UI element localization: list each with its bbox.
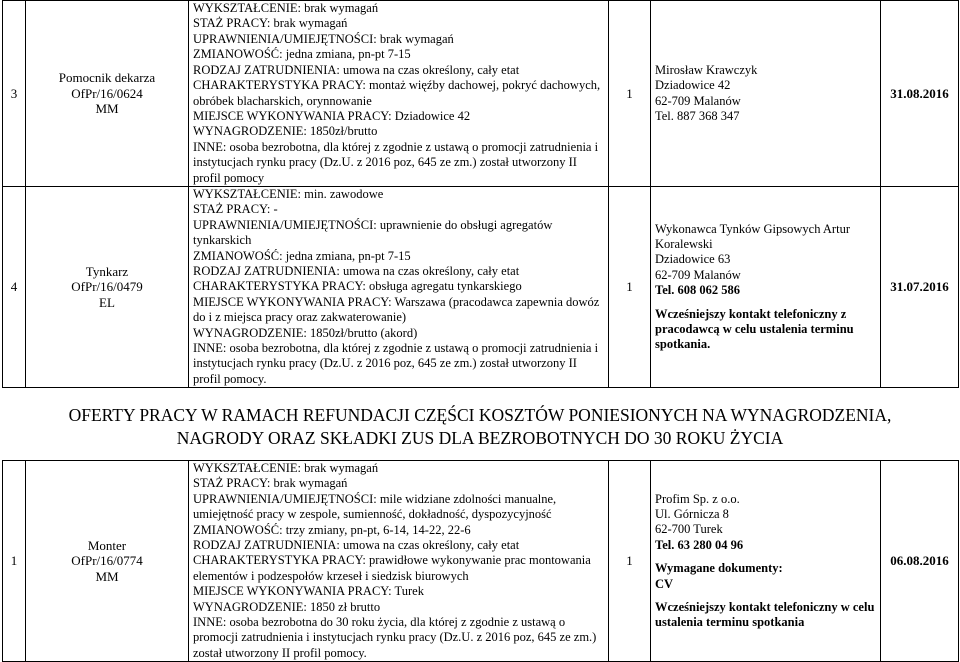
position-title: Monter — [87, 538, 127, 554]
requirements-cell — [189, 1, 609, 187]
position-cell — [26, 1, 189, 187]
req-workplace: MIEJSCE WYKONYWANIA PRACY: Turek — [193, 584, 424, 599]
top-offers-table — [2, 0, 959, 388]
position-title: Pomocnik dekarza — [58, 70, 156, 86]
employer-city: 62-709 Malanów — [655, 93, 741, 108]
vacancy-count: 1 — [609, 461, 651, 662]
offer-date: 31.07.2016 — [881, 187, 959, 388]
requirements-cell — [189, 187, 609, 388]
employer-name: Mirosław Krawczyk — [655, 62, 758, 77]
req-experience: STAŻ PRACY: brak wymagań — [193, 16, 348, 31]
employer-city: 62-709 Malanów — [655, 267, 741, 282]
advisor-initials: EL — [99, 294, 115, 310]
employer-address: Dziadowice 63 — [655, 252, 731, 267]
employer-phone: Tel. 887 368 347 — [655, 108, 740, 123]
offer-code: OfPr/16/0774 — [71, 553, 143, 569]
employer-phone: Tel. 63 280 04 96 — [655, 537, 744, 552]
req-experience: STAŻ PRACY: - — [193, 202, 278, 217]
refund-offers-table — [2, 460, 959, 662]
req-workplace: MIEJSCE WYKONYWANIA PRACY: Warszawa (pracodawca zapewnia dowóz do i z miejsca pracy oraz zakwaterowanie) — [193, 294, 600, 325]
employer-cell — [651, 187, 881, 388]
position-title: Tynkarz — [85, 264, 129, 280]
employer-address: Dziadowice 42 — [655, 78, 731, 93]
vacancy-count: 1 — [609, 187, 651, 388]
req-skills: UPRAWNIENIA/UMIEJĘTNOŚCI: brak wymagań — [193, 31, 454, 46]
table-row — [3, 1, 959, 187]
req-skills: UPRAWNIENIA/UMIEJĘTNOŚCI: mile widziane zdolności manualne, umiejętność pracy w zespole, sumienność, dokładność, dyspozycyjność — [193, 491, 557, 522]
req-shifts: ZMIANOWOŚĆ: trzy zmiany, pn-pt, 6-14, 14-22, 22-6 — [193, 522, 471, 537]
offer-date: 06.08.2016 — [881, 461, 959, 662]
req-workplace: MIEJSCE WYKONYWANIA PRACY: Dziadowice 42 — [193, 108, 471, 123]
required-docs-value: CV — [655, 576, 674, 591]
required-docs-label: Wymagane dokumenty: — [655, 561, 783, 576]
offer-number: 4 — [3, 187, 26, 388]
req-employment-type: RODZAJ ZATRUDNIENIA: umowa na czas określony, cały etat — [193, 538, 520, 553]
employer-address: Ul. Górnicza 8 — [655, 506, 729, 521]
table-row — [3, 461, 959, 662]
req-salary: WYNAGRODZENIE: 1850zł/brutto — [193, 124, 378, 139]
req-job-description: CHARAKTERYSTYKA PRACY: obsługa agregatu tynkarskiego — [193, 279, 522, 294]
req-shifts: ZMIANOWOŚĆ: jedna zmiana, pn-pt 7-15 — [193, 248, 411, 263]
offer-number: 3 — [3, 1, 26, 187]
employer-cell — [651, 1, 881, 187]
advisor-initials: MM — [95, 101, 119, 117]
table-row — [3, 187, 959, 388]
section-header — [0, 404, 960, 450]
position-cell — [26, 187, 189, 388]
offer-code: OfPr/16/0479 — [71, 279, 143, 295]
req-other: INNE: osoba bezrobotna, dla której z zgodnie z ustawą o promocji zatrudnienia i instytucjach rynku pracy (Dz.U. z 2016 poz, 645 ze zm.) został utworzony II profil pomocy — [193, 139, 599, 185]
requirements-cell — [189, 461, 609, 662]
employer-city: 62-700 Turek — [655, 522, 723, 537]
employer-cell — [651, 461, 881, 662]
vacancy-count: 1 — [609, 1, 651, 187]
advisor-initials: MM — [95, 568, 119, 584]
req-employment-type: RODZAJ ZATRUDNIENIA: umowa na czas określony, cały etat — [193, 62, 520, 77]
offer-code: OfPr/16/0624 — [71, 85, 143, 101]
req-shifts: ZMIANOWOŚĆ: jedna zmiana, pn-pt 7-15 — [193, 47, 411, 62]
section-header-line-1: OFERTY PRACY W RAMACH REFUNDACJI CZĘŚCI KOSZTÓW PONIESIONYCH NA WYNAGRODZENIA, — [68, 405, 892, 425]
employer-phone: Tel. 608 062 586 — [655, 283, 740, 298]
req-education: WYKSZTAŁCENIE: brak wymagań — [193, 1, 379, 16]
req-skills: UPRAWNIENIA/UMIEJĘTNOŚCI: uprawnienie do obsługi agregatów tynkarskich — [193, 217, 553, 248]
employer-note: Wcześniejszy kontakt telefoniczny w celu ustalenia terminu spotkania — [655, 599, 875, 630]
req-other: INNE: osoba bezrobotna, dla której z zgodnie z ustawą o promocji zatrudnienia i instytucjach rynku pracy (Dz.U. z 2016 poz, 645 ze zm.) został utworzony II profil pomocy. — [193, 341, 599, 386]
section-header-line-2: NAGRODY ORAZ SKŁADKI ZUS DLA BEZROBOTNYCH DO 30 ROKU ŻYCIA — [176, 428, 784, 448]
position-cell — [26, 461, 189, 662]
req-employment-type: RODZAJ ZATRUDNIENIA: umowa na czas określony, cały etat — [193, 264, 520, 279]
req-job-description: CHARAKTERYSTYKA PRACY: prawidłowe wykonywanie prac montowania elementów i podzespołów krzeseł i siedzisk biurowych — [193, 553, 591, 583]
req-experience: STAŻ PRACY: brak wymagań — [193, 476, 348, 491]
req-salary: WYNAGRODZENIE: 1850zł/brutto (akord) — [193, 325, 418, 340]
req-other: INNE: osoba bezrobotna do 30 roku życia, dla której z zgodnie z ustawą o promocji zatrudnienia i instytucjach rynku pracy (Dz.U. z 2016 poz, 645 ze zm.) został utworzony II profil pomocy. — [193, 615, 597, 660]
req-education: WYKSZTAŁCENIE: brak wymagań — [193, 461, 379, 475]
employer-name: Wykonawca Tynków Gipsowych Artur Koralewski — [655, 221, 850, 251]
employer-name: Profim Sp. z o.o. — [655, 491, 740, 506]
employer-note: Wcześniejszy kontakt telefoniczny z pracodawcą w celu ustalenia terminu spotkania. — [655, 306, 854, 352]
req-salary: WYNAGRODZENIE: 1850 zł brutto — [193, 599, 381, 614]
offer-date: 31.08.2016 — [881, 1, 959, 187]
offer-number: 1 — [3, 461, 26, 662]
req-education: WYKSZTAŁCENIE: min. zawodowe — [193, 187, 384, 201]
req-job-description: CHARAKTERYSTYKA PRACY: montaż więźby dachowej, pokryć dachowych, obróbek blacharskich, orynnowanie — [193, 78, 601, 108]
